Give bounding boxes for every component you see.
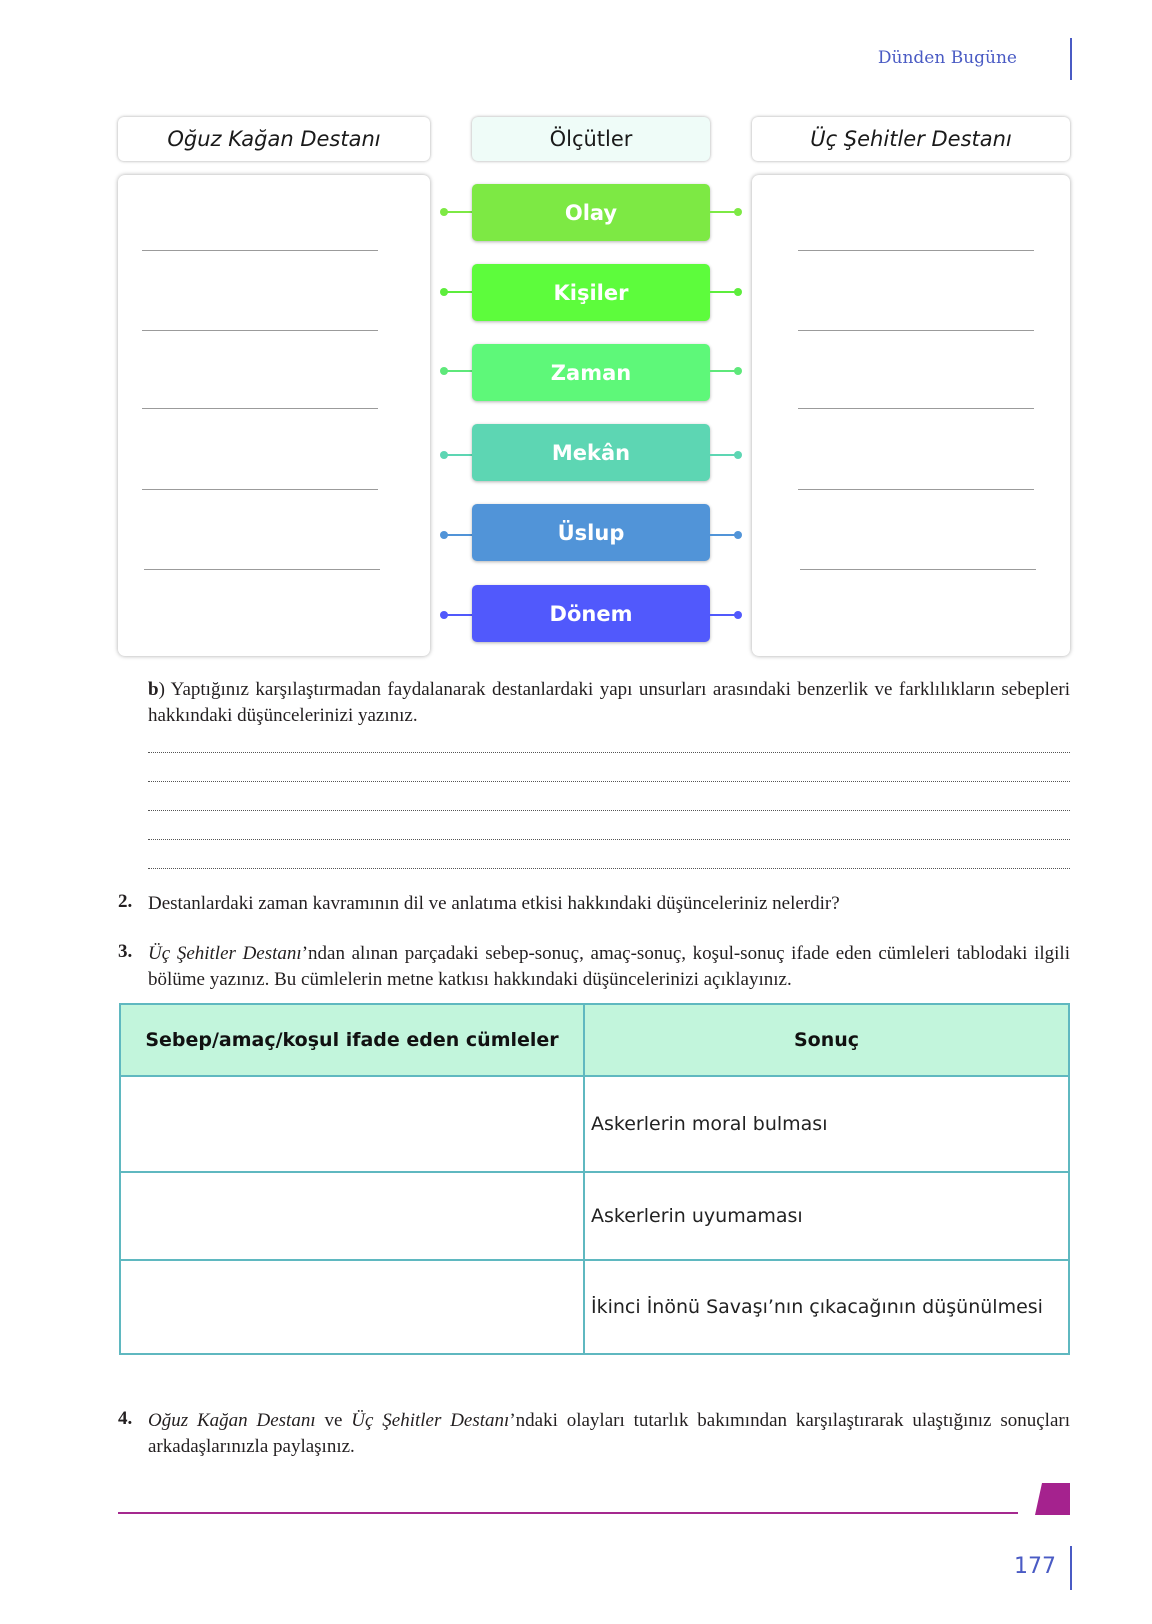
running-title-divider	[1070, 38, 1072, 80]
table-header-cause: Sebep/amaç/koşul ifade eden cümleler	[120, 1004, 584, 1076]
question-3-body: ’ndan alınan parçadaki sebep-sonuç, amaç-sonuç, koşul-sonuç ifade eden cümleleri tablodaki ilgili bölüme yazınız. Bu cümlelerin metne katkısı hakkındaki düşüncelerinizi açıklayınız.	[148, 943, 1070, 990]
table-header-result: Sonuç	[584, 1004, 1069, 1076]
criterion-zaman: Zaman	[472, 344, 710, 401]
criterion-olay: Olay	[472, 184, 710, 241]
answer-line[interactable]	[798, 330, 1034, 331]
connector-dot-icon	[734, 208, 742, 216]
answer-dotted-line[interactable]	[148, 752, 1070, 753]
question-1b-text: ) Yaptığınız karşılaştırmadan faydalanarak destanlardaki yapı unsurları arasındaki benzerlik ve farklılıkların sebepleri hakkındaki düşüncelerinizi yazınız.	[148, 679, 1070, 726]
connector-line	[444, 614, 472, 616]
left-answer-box[interactable]	[118, 175, 430, 656]
table-row	[120, 1260, 1069, 1354]
cause-cell[interactable]	[120, 1260, 584, 1354]
table-row	[120, 1172, 1069, 1260]
right-answer-box[interactable]	[752, 175, 1070, 656]
answer-line[interactable]	[142, 489, 378, 490]
connector-line	[444, 291, 472, 293]
criteria-column-title: Ölçütler	[472, 117, 710, 161]
question-3-text	[148, 941, 1070, 993]
connector-dot-icon	[734, 611, 742, 619]
connector-dot-icon	[734, 531, 742, 539]
answer-line[interactable]	[142, 330, 378, 331]
connector-dot-icon	[734, 451, 742, 459]
answer-line[interactable]	[798, 250, 1034, 251]
answer-dotted-line[interactable]	[148, 781, 1070, 782]
footer-accent-tab	[1035, 1483, 1070, 1515]
question-3-title: Üç Şehitler Destanı	[148, 943, 302, 964]
result-cell: İkinci İnönü Savaşı’nın çıkacağının düşünülmesi	[584, 1260, 1069, 1354]
page-number: 177	[1014, 1554, 1056, 1579]
answer-dotted-line[interactable]	[148, 810, 1070, 811]
answer-line[interactable]	[798, 489, 1034, 490]
result-cell: Askerlerin moral bulması	[584, 1076, 1069, 1172]
connector-line	[444, 370, 472, 372]
connector-line	[444, 211, 472, 213]
connector-dot-icon	[734, 288, 742, 296]
cause-result-table	[119, 1003, 1070, 1355]
criterion-kisiler: Kişiler	[472, 264, 710, 321]
answer-line[interactable]	[798, 408, 1034, 409]
connector-dot-icon	[734, 367, 742, 375]
criterion-donem: Dönem	[472, 585, 710, 642]
question-4-text	[148, 1408, 1070, 1460]
result-cell: Askerlerin uyumaması	[584, 1172, 1069, 1260]
question-2-text: Destanlardaki zaman kavramının dil ve anlatıma etkisi hakkındaki düşünceleriniz nelerdir?	[148, 893, 840, 914]
footer-divider	[118, 1512, 1018, 1514]
left-column-title: Oğuz Kağan Destanı	[118, 117, 430, 161]
answer-dotted-line[interactable]	[148, 839, 1070, 840]
answer-line[interactable]	[800, 569, 1036, 570]
question-1b-label: b	[148, 679, 159, 700]
connector-line	[444, 534, 472, 536]
answer-dotted-line[interactable]	[148, 868, 1070, 869]
question-4-connector: ve	[315, 1410, 352, 1431]
cause-cell[interactable]	[120, 1076, 584, 1172]
answer-line[interactable]	[142, 408, 378, 409]
page-number-divider	[1070, 1546, 1072, 1590]
question-4-title-2: Üç Şehitler Destanı	[351, 1410, 510, 1431]
question-4-body: ’ndaki olayları tutarlık bakımından karşılaştırarak ulaştığınız sonuçları arkadaşlarınızla paylaşınız.	[148, 1410, 1070, 1457]
table-row	[120, 1076, 1069, 1172]
answer-line[interactable]	[142, 250, 378, 251]
right-column-title: Üç Şehitler Destanı	[752, 117, 1070, 161]
question-2-number: 2.	[118, 891, 133, 912]
answer-line[interactable]	[144, 569, 380, 570]
question-1b	[148, 677, 1070, 729]
question-4-title-1: Oğuz Kağan Destanı	[148, 1410, 316, 1431]
criterion-uslup: Üslup	[472, 504, 710, 561]
running-title: Dünden Bugüne	[877, 48, 1017, 68]
criterion-mekan: Mekân	[472, 424, 710, 481]
connector-line	[444, 454, 472, 456]
cause-cell[interactable]	[120, 1172, 584, 1260]
question-4-number: 4.	[118, 1408, 133, 1429]
question-3-number: 3.	[118, 941, 133, 962]
